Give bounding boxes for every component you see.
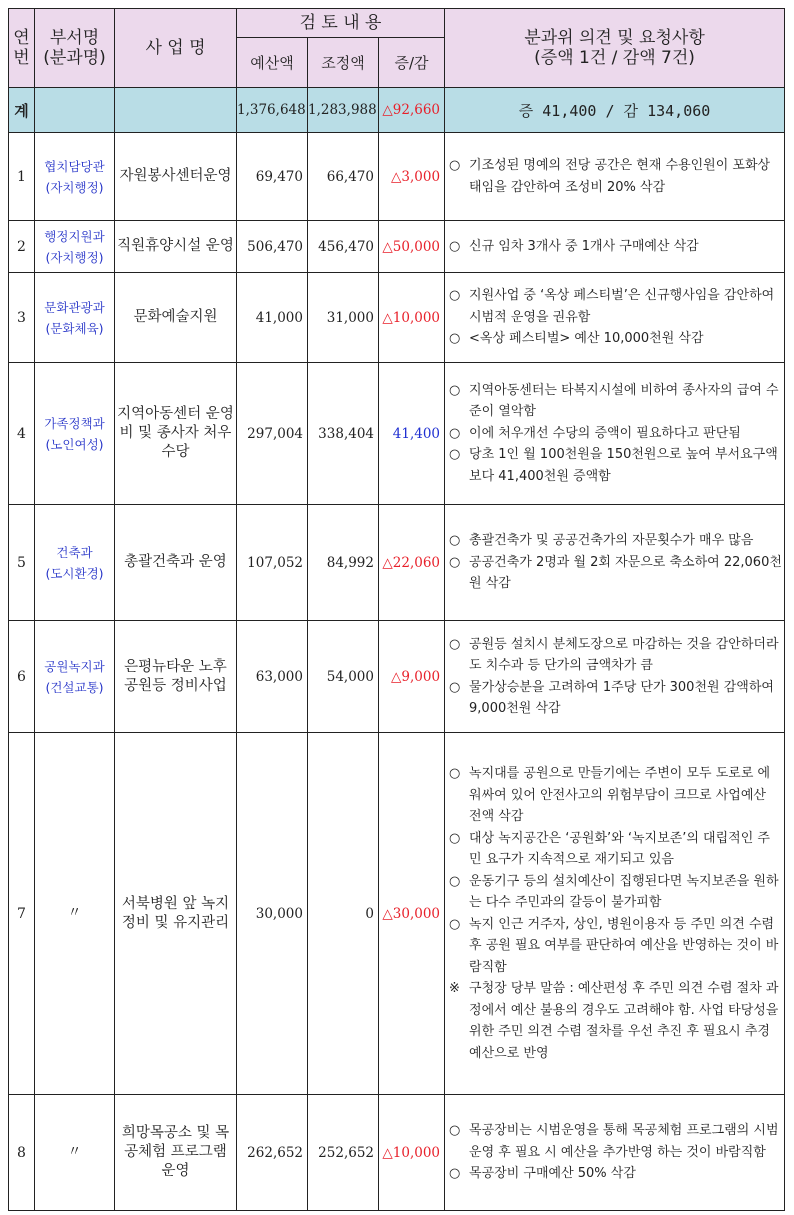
row-dept-cell: [35, 273, 115, 363]
header-change: 증/감: [379, 38, 445, 88]
table-row: [9, 363, 785, 505]
opinion-marker: ※: [449, 981, 460, 996]
opinion-marker: ○: [449, 1166, 461, 1182]
opinion-marker: ○: [449, 331, 461, 347]
opinion-item: [449, 444, 782, 487]
row-change: △30,000: [379, 733, 445, 1095]
header-opinion: 분과위 의견 및 요청사항 (증액 1건 / 감액 7건): [445, 9, 785, 88]
total-label: 계: [9, 88, 35, 133]
opinion-item: [449, 871, 782, 914]
table-row: [9, 273, 785, 363]
opinion-item: [449, 423, 782, 445]
row-number: 6: [9, 621, 35, 733]
opinion-marker: ○: [449, 533, 461, 549]
opinion-marker: ○: [449, 766, 461, 781]
row-change: △50,000: [379, 221, 445, 273]
header-review: 검 토 내 용: [237, 9, 445, 38]
opinion-marker: ○: [449, 288, 461, 304]
row-committee: (노인여성): [45, 436, 104, 452]
table-row: [9, 1095, 785, 1211]
opinion-marker: ○: [449, 447, 461, 463]
row-dept: 행정지원과: [44, 228, 105, 244]
row-project: 직원휴양시설 운영: [115, 221, 237, 273]
opinion-marker: ○: [449, 916, 461, 932]
opinion-marker: ○: [449, 1123, 461, 1139]
row-opinion: [445, 273, 785, 363]
opinion-text: 목공장비 구매예산 50% 삭감: [469, 1166, 636, 1182]
opinion-text: 운동기구 등의 설치예산이 집행된다면 녹지보존을 원하는 다수 주민과의 갈등이 불가피함: [469, 873, 779, 910]
total-adjusted: 1,283,988: [308, 88, 379, 133]
row-adjusted: 66,470: [308, 133, 379, 221]
opinion-item: [449, 978, 782, 1064]
row-committee: (도시환경): [45, 565, 104, 581]
row-dept: 문화관광과: [44, 299, 105, 315]
row-adjusted: 456,470: [308, 221, 379, 273]
table-row: [9, 733, 785, 1095]
row-adjusted: 84,992: [308, 505, 379, 621]
total-summary: 증 41,400 / 감 134,060: [445, 88, 785, 133]
opinion-text: 대상 녹지공간은 ‘공원화’와 ‘녹지보존’의 대립적인 주민 요구가 지속적으로 재기되고 있음: [469, 830, 770, 867]
row-adjusted: 0: [308, 733, 379, 1095]
opinion-marker: ○: [449, 158, 461, 173]
row-adjusted: 54,000: [308, 621, 379, 733]
row-number: 8: [9, 1095, 35, 1211]
opinion-text: 지원사업 중 ‘옥상 페스티벌’은 신규행사임을 감안하여 시범적 운영을 권유함: [469, 288, 775, 325]
opinion-item: [449, 828, 782, 871]
row-number: 2: [9, 221, 35, 273]
opinion-marker: ○: [449, 554, 461, 570]
row-budget: 41,000: [237, 273, 308, 363]
row-dept: 건축과: [56, 544, 93, 560]
row-committee: (건설교통): [45, 679, 104, 695]
opinion-text: 총괄건축가 및 공공건축가의 자문횟수가 매우 많음: [469, 533, 754, 549]
opinion-text: 공공건축가 2명과 월 2회 자문으로 축소하여 22,060천원 삭감: [469, 554, 782, 592]
row-opinion: [445, 221, 785, 273]
opinion-item: [449, 552, 782, 595]
row-dept-cell: [35, 133, 115, 221]
opinion-marker: ○: [449, 873, 461, 889]
table-row: [9, 621, 785, 733]
opinion-marker: ○: [449, 830, 461, 846]
row-committee: (자치행정): [45, 249, 104, 265]
row-adjusted: 31,000: [308, 273, 379, 363]
opinion-marker: ○: [449, 636, 461, 652]
opinion-text: 신규 임차 3개사 중 1개사 구매예산 삭감: [469, 238, 699, 254]
header-budget: 예산액: [237, 38, 308, 88]
row-change: △3,000: [379, 133, 445, 221]
row-budget: 107,052: [237, 505, 308, 621]
opinion-item: [449, 634, 782, 677]
row-dept-cell: [35, 363, 115, 505]
header-project: 사 업 명: [115, 9, 237, 88]
opinion-item: [449, 914, 782, 979]
opinion-text: 녹지대를 공원으로 만들기에는 주변이 모두 도로로 에워싸여 있어 안전사고의 위험부담이 크므로 사업예산 전액 삭감: [469, 766, 771, 824]
opinion-text: 공원등 설치시 분체도장으로 마감하는 것을 감안하더라도 치수과 등 단가의 금액차가 큼: [469, 636, 779, 673]
row-project: 희망목공소 및 목공체험 프로그램 운영: [115, 1095, 237, 1211]
row-opinion: [445, 733, 785, 1095]
table-row: [9, 505, 785, 621]
row-number: 5: [9, 505, 35, 621]
opinion-item: [449, 763, 782, 828]
opinion-item: [449, 1120, 782, 1163]
row-project: 서북병원 앞 녹지정비 및 유지관리: [115, 733, 237, 1095]
row-committee: (문화체육): [45, 320, 104, 336]
opinion-marker: ○: [449, 238, 461, 254]
total-change: △92,660: [379, 88, 445, 133]
opinion-item: [449, 328, 782, 350]
opinion-marker: ○: [449, 382, 461, 398]
opinion-text: 이에 처우개선 수당의 증액이 필요하다고 판단됨: [469, 425, 741, 441]
row-budget: 63,000: [237, 621, 308, 733]
row-project: 지역아동센터 운영비 및 종사자 처우수당: [115, 363, 237, 505]
row-number: 1: [9, 133, 35, 221]
header-dept: 부서명 (분과명): [35, 9, 115, 88]
row-budget: 30,000: [237, 733, 308, 1095]
table-row: [9, 133, 785, 221]
opinion-item: [449, 380, 782, 423]
row-change: △22,060: [379, 505, 445, 621]
row-change: 41,400: [379, 363, 445, 505]
row-opinion: [445, 621, 785, 733]
row-number: 3: [9, 273, 35, 363]
row-dept: 공원녹지과: [44, 658, 105, 674]
row-dept: 〃: [67, 905, 82, 921]
opinion-text: 구청장 당부 말씀 : 예산편성 후 주민 의견 수렴 절차 과정에서 예산 불용의 경우도 고려해야 함. 사업 타당성을 위한 주민 의견 수렴 절차를 우선 추진 후 필요시 추경 예산으로 반영: [469, 981, 779, 1061]
row-opinion: [445, 505, 785, 621]
opinion-item: [449, 1163, 782, 1185]
row-dept-cell: [35, 733, 115, 1095]
row-change: △10,000: [379, 273, 445, 363]
row-dept: 협치담당관: [44, 158, 105, 174]
total-budget: 1,376,648: [237, 88, 308, 133]
row-budget: 297,004: [237, 363, 308, 505]
header-adjusted: 조정액: [308, 38, 379, 88]
row-budget: 69,470: [237, 133, 308, 221]
opinion-item: [449, 530, 782, 552]
row-opinion: [445, 133, 785, 221]
row-change: △10,000: [379, 1095, 445, 1211]
opinion-text: 지역아동센터는 타복지시설에 비하여 종사자의 급여 수준이 열악함: [469, 382, 779, 420]
row-project: 은평뉴타운 노후 공원등 정비사업: [115, 621, 237, 733]
row-dept-cell: [35, 621, 115, 733]
row-budget: 506,470: [237, 221, 308, 273]
opinion-item: [449, 285, 782, 328]
opinion-text: 기조성된 명예의 전당 공간은 현재 수용인원이 포화상태임을 감안하여 조성비 20% 삭감: [469, 158, 771, 195]
row-dept-cell: [35, 221, 115, 273]
row-adjusted: 338,404: [308, 363, 379, 505]
opinion-item: [449, 677, 782, 720]
opinion-item: [449, 155, 782, 198]
opinion-item: [449, 236, 782, 258]
opinion-text: <옥상 페스티벌> 예산 10,000천원 삭감: [469, 331, 704, 347]
opinion-text: 물가상승분을 고려하여 1주당 단가 300천원 감액하여 9,000천원 삭감: [469, 679, 774, 716]
row-opinion: [445, 363, 785, 505]
row-dept: 가족정책과: [44, 415, 105, 431]
row-opinion: [445, 1095, 785, 1211]
row-dept-cell: [35, 1095, 115, 1211]
budget-review-table: [8, 8, 785, 1211]
row-project: 총괄건축과 운영: [115, 505, 237, 621]
table-row: [9, 221, 785, 273]
opinion-marker: ○: [449, 425, 461, 441]
row-number: 4: [9, 363, 35, 505]
opinion-text: 당초 1인 월 100천원을 150천원으로 높여 부서요구액보다 41,400천원 증액함: [469, 447, 778, 484]
row-dept-cell: [35, 505, 115, 621]
row-dept: 〃: [67, 1144, 82, 1160]
row-project: 자원봉사센터운영: [115, 133, 237, 221]
opinion-text: 목공장비는 시범운영을 통해 목공체험 프로그램의 시범운영 후 필요 시 예산을 추가반영 하는 것이 바람직함: [469, 1123, 779, 1160]
row-adjusted: 252,652: [308, 1095, 379, 1211]
opinion-marker: ○: [449, 679, 461, 695]
row-budget: 262,652: [237, 1095, 308, 1211]
total-project-empty: [115, 88, 237, 133]
row-project: 문화예술지원: [115, 273, 237, 363]
row-number: 7: [9, 733, 35, 1095]
row-committee: (자치행정): [45, 179, 104, 195]
row-change: △9,000: [379, 621, 445, 733]
header-no: 연 번: [9, 9, 35, 88]
total-row: [9, 88, 785, 133]
total-dept-empty: [35, 88, 115, 133]
opinion-text: 녹지 인근 거주자, 상인, 병원이용자 등 주민 의견 수렴 후 공원 필요 여부를 판단하여 예산을 반영하는 것이 바람직함: [469, 916, 779, 975]
